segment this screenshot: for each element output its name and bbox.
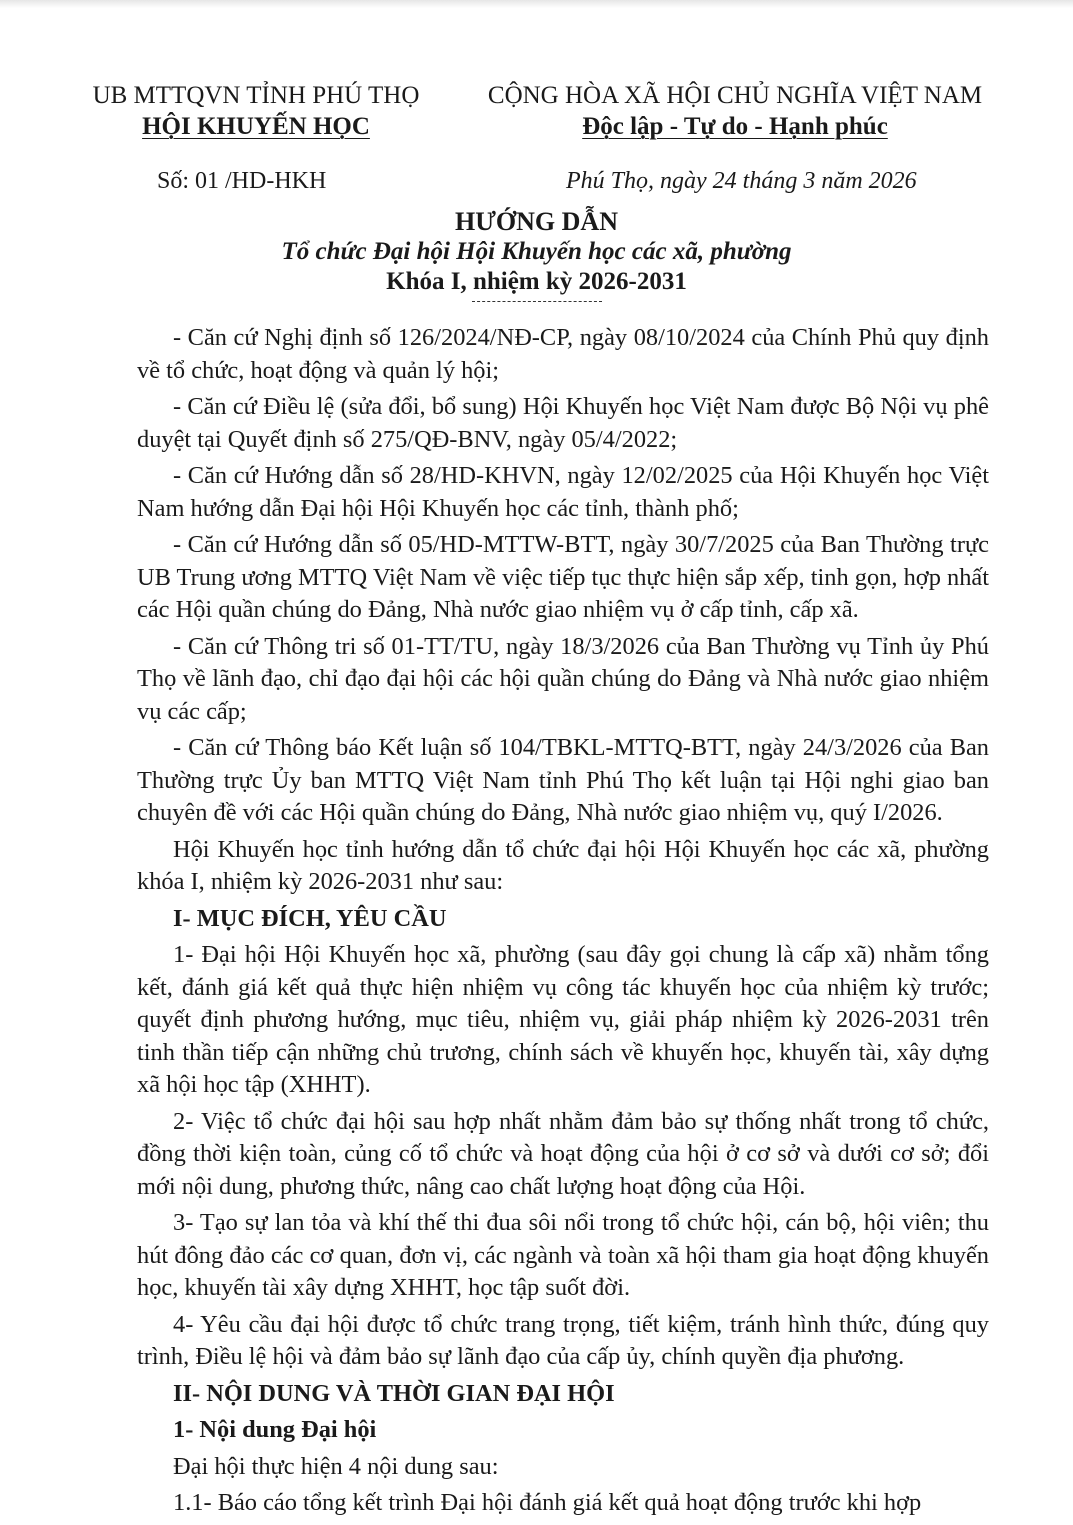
document-title [0,207,1073,302]
title-divider [472,301,602,302]
section-1-heading: I- MỤC ĐÍCH, YÊU CẦU [173,904,447,932]
section-1-item-1: 1- Đại hội Hội Khuyến học xã, phường (sau đây gọi chung là cấp xã) nhằm tổng kết, đánh giá kết quả thực hiện nhiệm vụ công tác khuyến học của nhiệm kỳ trước; quyết định phương hướng, mục tiêu, nhiệm vụ, giải pháp nhiệm kỳ 2026-2031 trên tinh thần tiếp cận những chủ trương, chính sách về khuyến học, khuyến tài, xây dựng xã hội học tập (XHHT). [137,941,989,1098]
org-name: HỘI KHUYẾN HỌC [142,113,370,140]
legal-basis-2: - Căn cứ Điều lệ (sửa đổi, bổ sung) Hội Khuyến học Việt Nam được Bộ Nội vụ phê duyệt tại Quyết định số 275/QĐ-BNV, ngày 05/4/2022; [137,393,989,453]
org-parent: UB MTTQVN TỈNH PHÚ THỌ [92,82,420,109]
national-heading [480,80,990,142]
section-2-heading: II- NỘI DUNG VÀ THỜI GIAN ĐẠI HỘI [173,1379,615,1407]
document-date: Phú Thọ, ngày 24 tháng 3 năm 2026 [566,168,917,194]
legal-basis-1: - Căn cứ Nghị định số 126/2024/NĐ-CP, ngày 08/10/2024 của Chính Phủ quy định về tổ chức, hoạt động và quản lý hội; [137,324,989,384]
section-2-lead: Đại hội thực hiện 4 nội dung sau: [173,1452,499,1480]
section-2-item-1: 1.1- Báo cáo tổng kết trình Đại hội đánh giá kết quả hoạt động trước khi hợp [173,1489,922,1516]
title-main: HƯỚNG DẪN [455,207,618,236]
document-body [137,322,989,1524]
title-line-2: Khóa I, nhiệm kỳ 2026-2031 [386,268,687,295]
title-line-1: Tổ chức Đại hội Hội Khuyến học các xã, phường [281,238,792,265]
issuing-organization [86,80,426,142]
legal-basis-6: - Căn cứ Thông báo Kết luận số 104/TBKL-MTTQ-BTT, ngày 24/3/2026 của Ban Thường trực Ủy ban MTTQ Việt Nam tỉnh Phú Thọ kết luận tại Hội nghi giao ban chuyên đề với các Hội quần chúng do Đảng, Nhà nước giao nhiệm vụ, quý I/2026. [137,734,989,826]
nation-motto: Độc lập - Tự do - Hạnh phúc [582,113,888,140]
legal-basis-3: - Căn cứ Hướng dẫn số 28/HD-KHVN, ngày 12/02/2025 của Hội Khuyến học Việt Nam hướng dẫn Đại hội Hội Khuyến học các tỉnh, thành phố; [137,462,989,522]
section-1-item-4: 4- Yêu cầu đại hội được tổ chức trang trọng, tiết kiệm, tránh hình thức, đúng quy trình, Điều lệ hội và đảm bảo sự lãnh đạo của cấp ủy, chính quyền địa phương. [137,1310,989,1370]
legal-basis-5: - Căn cứ Thông tri số 01-TT/TU, ngày 18/3/2026 của Ban Thường vụ Tỉnh ủy Phú Thọ về lãnh đạo, chỉ đạo đại hội các hội quần chúng do Đảng và Nhà nước giao nhiệm vụ các cấp; [137,632,989,725]
section-1-item-2: 2- Việc tổ chức đại hội sau hợp nhất nhằm đảm bảo sự thống nhất trong tổ chức, đồng thời kiện toàn, củng cố tổ chức và hoạt động của hội ở cơ sở và dưới cơ sở; đổi mới nội dung, phương thức, nâng cao chất lượng hoạt động của Hội. [137,1107,989,1200]
legal-basis-4: - Căn cứ Hướng dẫn số 05/HD-MTTW-BTT, ngày 30/7/2025 của Ban Thường trực UB Trung ương MTTQ Việt Nam về việc tiếp tục thực hiện sắp xếp, tinh gọn, hợp nhất các Hội quần chúng do Đảng, Nhà nước giao nhiệm vụ ở cấp tỉnh, cấp xã. [137,531,989,623]
page-top-shadow [0,0,1073,8]
section-1-item-3: 3- Tạo sự lan tỏa và khí thế thi đua sôi nổi trong tổ chức hội, cán bộ, hội viên; thu hút đông đảo các cơ quan, đơn vị, các ngành và toàn xã hội tham gia hoạt động khuyến học, khuyến tài xây dựng XHHT, học tập suốt đời. [137,1209,989,1301]
nation-title: CỘNG HÒA XÃ HỘI CHỦ NGHĨA VIỆT NAM [487,82,983,109]
intro-paragraph: Hội Khuyến học tỉnh hướng dẫn tổ chức đại hội Hội Khuyến học các xã, phường khóa I, nhiệm kỳ 2026-2031 như sau: [137,835,989,895]
section-2-subheading: 1- Nội dung Đại hội [173,1416,377,1443]
document-number: Số: 01 /HD-HKH [157,168,327,194]
